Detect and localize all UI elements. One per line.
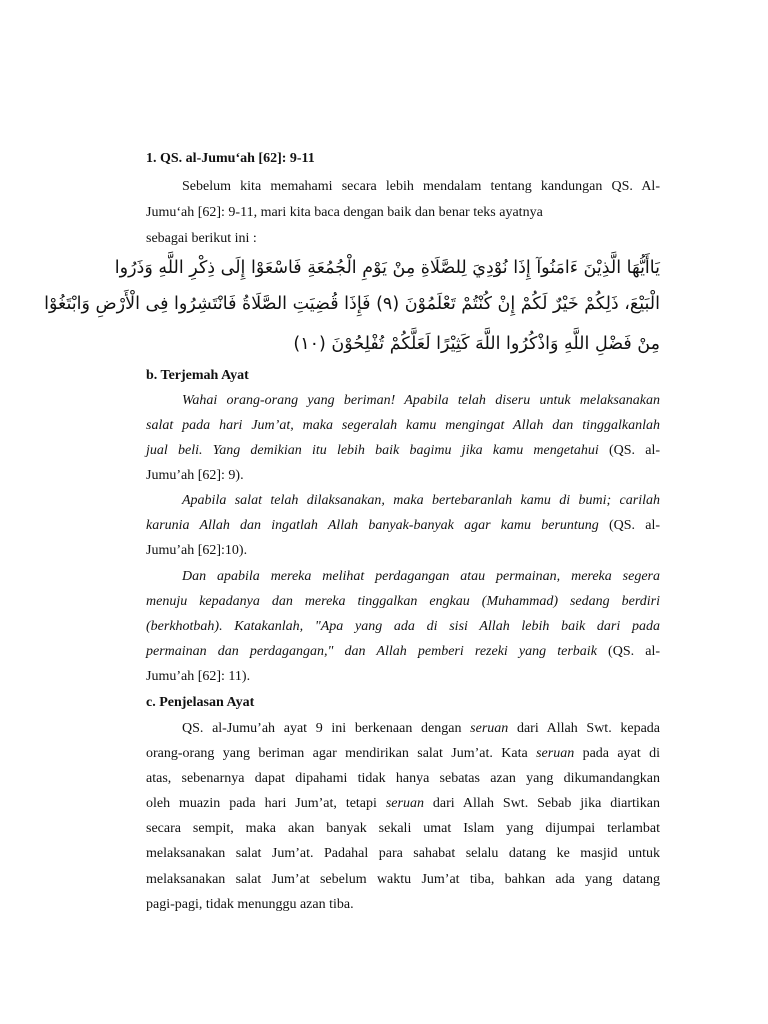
intro-line-2: Jumu‘ah [62]: 9-11, mari kita baca dengan baik dan benar teks ayatnya [146, 205, 543, 220]
explanation-line [146, 771, 660, 787]
translation-line [146, 543, 660, 559]
arabic-verse-line-1: يَاأَيُّهَا الَّذِيْنَ ءَامَنُوآ إِذَا نُوْدِيَ لِلصَّلَاةِ مِنْ يَوْمِ الْجُمُعَةِ فَاسْعَوْا إِلَى ذِكْرِ اللَّهِ وَذَرُوا [114, 258, 660, 278]
translation-text-italic: Wahai orang-orang yang beriman! Apabila telah diseru untuk melaksanakan [182, 393, 660, 408]
translation-line [146, 569, 660, 585]
explanation-line [146, 721, 660, 737]
arabic-verse-line-3: مِنْ فَضْلِ اللَّهِ وَاذْكُرُوا اللَّهَ كَثِيْرًا لَعَلَّكُمْ تُفْلِحُوْنَ (١٠) [293, 334, 660, 354]
translation-text-italic: jual beli. Yang demikian itu lebih baik bagimu jika kamu mengetahui [146, 443, 599, 458]
explanation-text: atas, sebenarnya dapat dipahami tidak hanya sebatas azan yang dikumandangkan [146, 771, 660, 786]
translation-line [146, 418, 660, 434]
translation-line [146, 644, 660, 660]
translation-line [146, 619, 660, 635]
explanation-text: QS. al-Jumu’ah ayat 9 ini berkenaan dengan [182, 721, 471, 736]
translation-line [146, 493, 660, 509]
translation-text-italic: karunia Allah dan ingatlah Allah banyak-banyak agar kamu beruntung [146, 518, 599, 533]
explanation-text: orang-orang yang beriman agar mendirikan salat Jum’at. Kata [146, 746, 537, 761]
explanation-line [146, 821, 660, 837]
explanation-line [146, 796, 660, 812]
explanation-text: dari Allah Swt. kepada [508, 721, 661, 736]
translation-text-italic: salat pada hari Jum’at, maka segeralah kamu mengingat Allah dan tinggalkanlah [146, 418, 660, 433]
intro-line-3: sebagai berikut ini : [146, 231, 257, 246]
surah-reference: (QS. al- [598, 518, 660, 533]
explanation-line [146, 897, 660, 913]
explanation-text: dari Allah Swt. Sebab jika diartikan [423, 796, 660, 811]
translation-line [146, 393, 660, 409]
explanation-text: pada ayat di [574, 746, 660, 761]
section-heading-qs-al-jumuah: 1. QS. al-Jumu‘ah [62]: 9-11 [146, 151, 315, 166]
arabic-verse-line-2: الْبَيْعَ، ذَلِكُمْ خَيْرٌ لَكُمْ إِنْ كُنْتُمْ تَعْلَمُوْنَ (٩) فَإِذَا قُضِيَتِ الصَّلَاةُ فَانْتَشِرُوا فِى الْأَرْضِ وَابْتَغُوْا [44, 294, 660, 314]
translation-line [146, 443, 660, 459]
translation-line [146, 669, 660, 685]
surah-reference: (QS. al- [596, 644, 660, 659]
emphasis-term: seruan [385, 796, 424, 811]
intro-line-1: Sebelum kita memahami secara lebih mendalam tentang kandungan QS. Al- [182, 179, 660, 194]
surah-reference: Jumu’ah [62]:10). [146, 543, 248, 558]
explanation-text: melaksanakan salat Jum’at sebelum waktu Jum’at tiba, bahkan ada yang datang [146, 872, 660, 887]
explanation-text: oleh muazin pada hari Jum’at, tetapi [146, 796, 386, 811]
explanation-line [146, 872, 660, 888]
section-heading-terjemah: b. Terjemah Ayat [146, 368, 249, 383]
emphasis-term: seruan [536, 746, 575, 761]
translation-text-italic: menuju kepadanya dan mereka tinggalkan engkau (Muhammad) sedang berdiri [146, 594, 660, 609]
section-heading-penjelasan: c. Penjelasan Ayat [146, 695, 255, 710]
translation-text-italic: (berkhotbah). Katakanlah, "Apa yang ada di sisi Allah lebih baik dari pada [146, 619, 660, 634]
explanation-text: melaksanakan salat Jum’at. Padahal para sahabat selalu datang ke masjid untuk [146, 846, 660, 861]
surah-reference: Jumu’ah [62]: 11). [146, 669, 251, 684]
translation-text-italic: Apabila salat telah dilaksanakan, maka bertebaranlah kamu di bumi; carilah [182, 493, 660, 508]
translation-text-italic: permainan dan perdagangan," dan Allah pemberi rezeki yang terbaik [146, 644, 597, 659]
translation-text-italic: Dan apabila mereka melihat perdagangan atau permainan, mereka segera [182, 569, 660, 584]
explanation-text: pagi-pagi, tidak menunggu azan tiba. [146, 897, 354, 912]
surah-reference: (QS. al- [598, 443, 661, 458]
surah-reference: Jumu’ah [62]: 9). [146, 468, 244, 483]
explanation-line [146, 746, 660, 762]
emphasis-term: seruan [470, 721, 509, 736]
translation-line [146, 594, 660, 610]
translation-line [146, 468, 660, 484]
translation-line [146, 518, 660, 534]
explanation-line [146, 846, 660, 862]
explanation-text: secara sempit, maka akan banyak sekali umat Islam yang dijumpai terlambat [146, 821, 660, 836]
